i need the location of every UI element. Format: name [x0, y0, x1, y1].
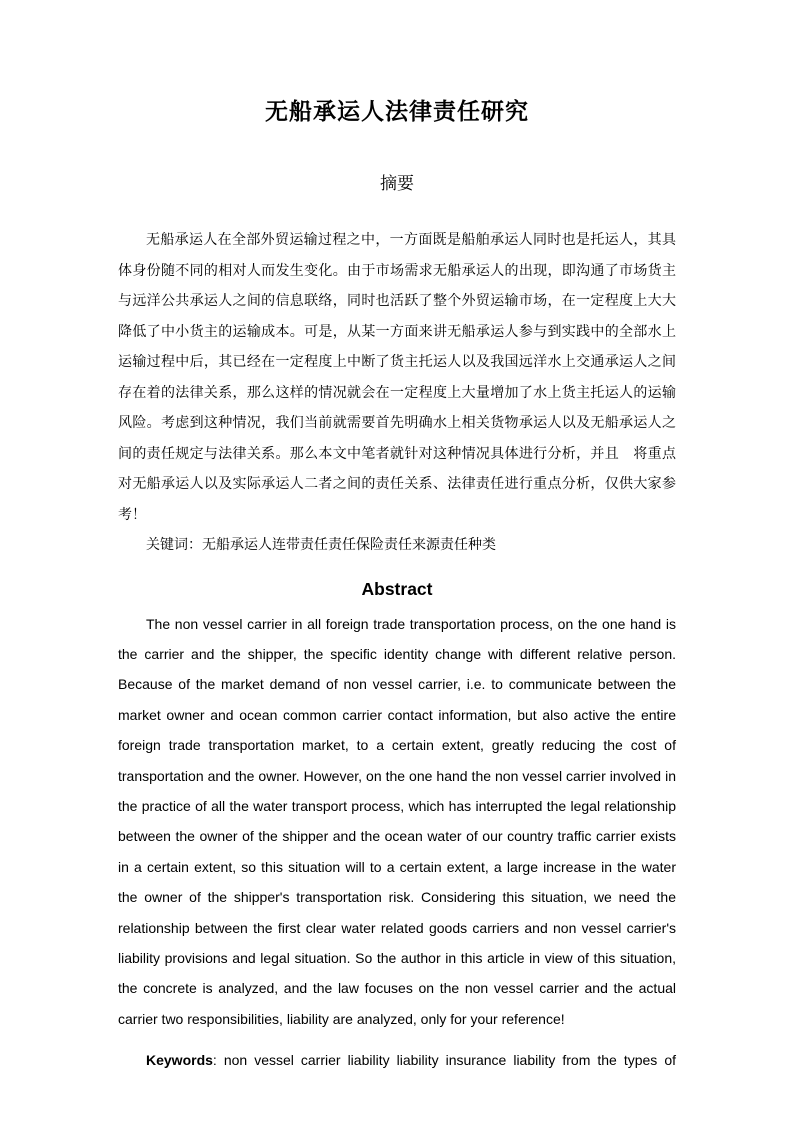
keywords-en-label: Keywords — [146, 1052, 213, 1069]
keywords-cn-line: 关键词：无船承运人连带责任责任保险责任来源责任种类 — [146, 537, 496, 553]
abstract-en-heading: Abstract — [361, 578, 433, 599]
abstract-cn-heading: 摘要 — [380, 174, 414, 194]
keywords-en-line — [118, 1045, 676, 1075]
abstract-cn-paragraph: 无船承运人在全部外贸运输过程之中，一方面既是船舶承运人同时也是托运人，其具体身份随不同的相对人而发生变化。由于市场需求无船承运人的出现，即沟通了市场货主与远洋公共承运人之间的信息联络，同时也活跃了整个外贸运输市场，在一定程度上大大降低了中小货主的运输成本。可是，从某一方面来讲无船承运人参与到实践中的全部水上运输过程中后，其已经在一定程度上中断了货主托运人以及我国远洋水上交通承运人之间存在着的法律关系，那么这样的情况就会在一定程度上大量增加了水上货主托运人的运输风险。考虑到这种情况，我们当前就需要首先明确水上相关货物承运人以及无船承运人之间的责任规定与法律关系。那么本文中笔者就针对这种情况具体进行分析，并且 将重点对无船承运人以及实际承运人二者之间的责任关系、法律责任进行重点分析，仅供大家参考！ — [118, 232, 676, 523]
document-title: 无船承运人法律责任研究 — [265, 98, 529, 125]
abstract-en-paragraph: The non vessel carrier in all foreign trade transportation process, on the one hand is the carrier and the shipper, the specific identity change with different relative person. Because of the market demand of non vessel carrier, i.e. to communicate between the market owner and ocean common carrier contact information, but also active the entire foreign trade transportation market, to a certain extent, greatly reducing the cost of transportation and the owner. However, on the one hand the non vessel carrier involved in the practice of all the water transport process, which has interrupted the legal relationship between the owner of the shipper and the ocean water of our country traffic carrier exists in a certain extent, so this situation will to a certain extent, a large increase in the water the owner of the shipper's transportation risk. Considering this situation, we need the relationship between the first clear water related goods carriers and non vessel carrier's liability provisions and legal situation. So the author in this article in view of this situation, the concrete is analyzed, and the law focuses on the non vessel carrier and the actual carrier two responsibilities, liability are analyzed, only for your reference! — [118, 615, 676, 1027]
keywords-en-text: : non vessel carrier liability liability insurance liability from the types of — [212, 1052, 676, 1069]
